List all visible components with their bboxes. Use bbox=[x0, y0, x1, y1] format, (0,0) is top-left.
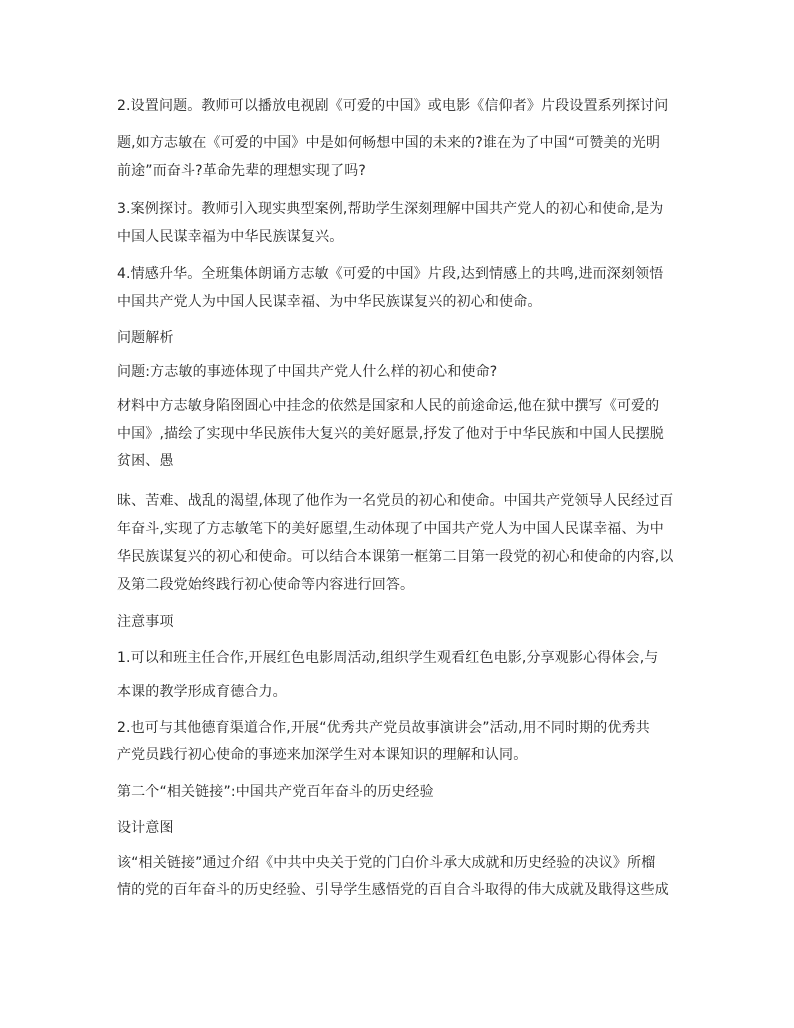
text-line: 题,如方志敏在《可爱的中国》中是如何畅想中国的未来的?谁在为了中国“可赞美的光明 bbox=[117, 135, 661, 151]
text-line: 材料中方志敏身陷囹圄心中挂念的依然是国家和人民的前途命运,他在狱中撰写《可爱的 bbox=[117, 398, 660, 414]
text-line: 华民族谋复兴的初心和使命。可以结合本课第一框第二目第一段党的初心和使命的内容,以 bbox=[117, 549, 674, 565]
text-line: 产党员践行初心使命的事迹来加深学生对本课知识的理解和认同。 bbox=[117, 747, 528, 763]
section-heading: 第二个“相关链接”:中国共产党百年奋斗的历史经验 bbox=[117, 784, 434, 800]
text-line: 3.案例探讨。教师引入现实典型案例,帮助学生深刻理解中国共产党人的初心和使命,是为 bbox=[117, 201, 664, 217]
text-line: 贫困、愚 bbox=[117, 453, 174, 469]
text-line: 该“相关链接”通过介绍《中共中央关于党的门白价斗承大成就和历史经验的决议》所榴 bbox=[117, 855, 656, 871]
text-line: 及第二段党始终践行初心使命等内容进行回答。 bbox=[117, 577, 415, 593]
section-heading: 设计意图 bbox=[117, 820, 174, 836]
text-line: 年奋斗,实现了方志敏笔下的美好愿望,生动体现了中国共产党人为中国人民谋幸福、为中 bbox=[117, 521, 664, 537]
text-line: 问题:方志敏的事迹体现了中国共产党人什么样的初心和使命? bbox=[117, 364, 498, 380]
text-line: 昧、苦难、战乱的渴望,体现了他作为一名党员的初心和使命。中国共产党领导人民经过百 bbox=[117, 493, 674, 509]
text-line: 中国共产党人为中国人民谋幸福、为中华民族谋复兴的初心和使命。 bbox=[117, 294, 542, 310]
text-line: 2.也可与其他德育渠道合作,开展“优秀共产党员故事演讲会”活动,用不同时期的优秀共 bbox=[117, 720, 650, 736]
text-line: 4.情感升华。全班集体朗诵方志敏《可爱的中国》片段,达到情感上的共鸣,进而深刻领悟 bbox=[117, 266, 664, 282]
section-heading: 注意事项 bbox=[117, 614, 174, 630]
text-line: 中国》,描绘了实现中华民族伟大复兴的美好愿景,抒发了他对于中华民族和中国人民摆脱 bbox=[117, 426, 664, 442]
text-line: 中国人民谋幸福为中华民族谋复兴。 bbox=[117, 229, 344, 245]
text-line: 本课的教学形成育德合力。 bbox=[117, 684, 287, 700]
section-heading: 问题解析 bbox=[117, 330, 174, 346]
text-line: 2.设置问题。教师可以播放电视剧《可爱的中国》或电影《信仰者》片段设置系列探讨问 bbox=[117, 98, 669, 114]
text-line: 情的党的百年奋斗的历史经验、引导学生感悟党的百自合斗取得的伟大成就及戢得这些成 bbox=[117, 882, 669, 898]
text-line: 1.可以和班主任合作,开展红色电影周活动,组织学生观看红色电影,分享观影心得体会,与 bbox=[117, 650, 659, 666]
text-line: 前途”而奋斗?革命先辈的理想实现了吗? bbox=[117, 163, 366, 179]
